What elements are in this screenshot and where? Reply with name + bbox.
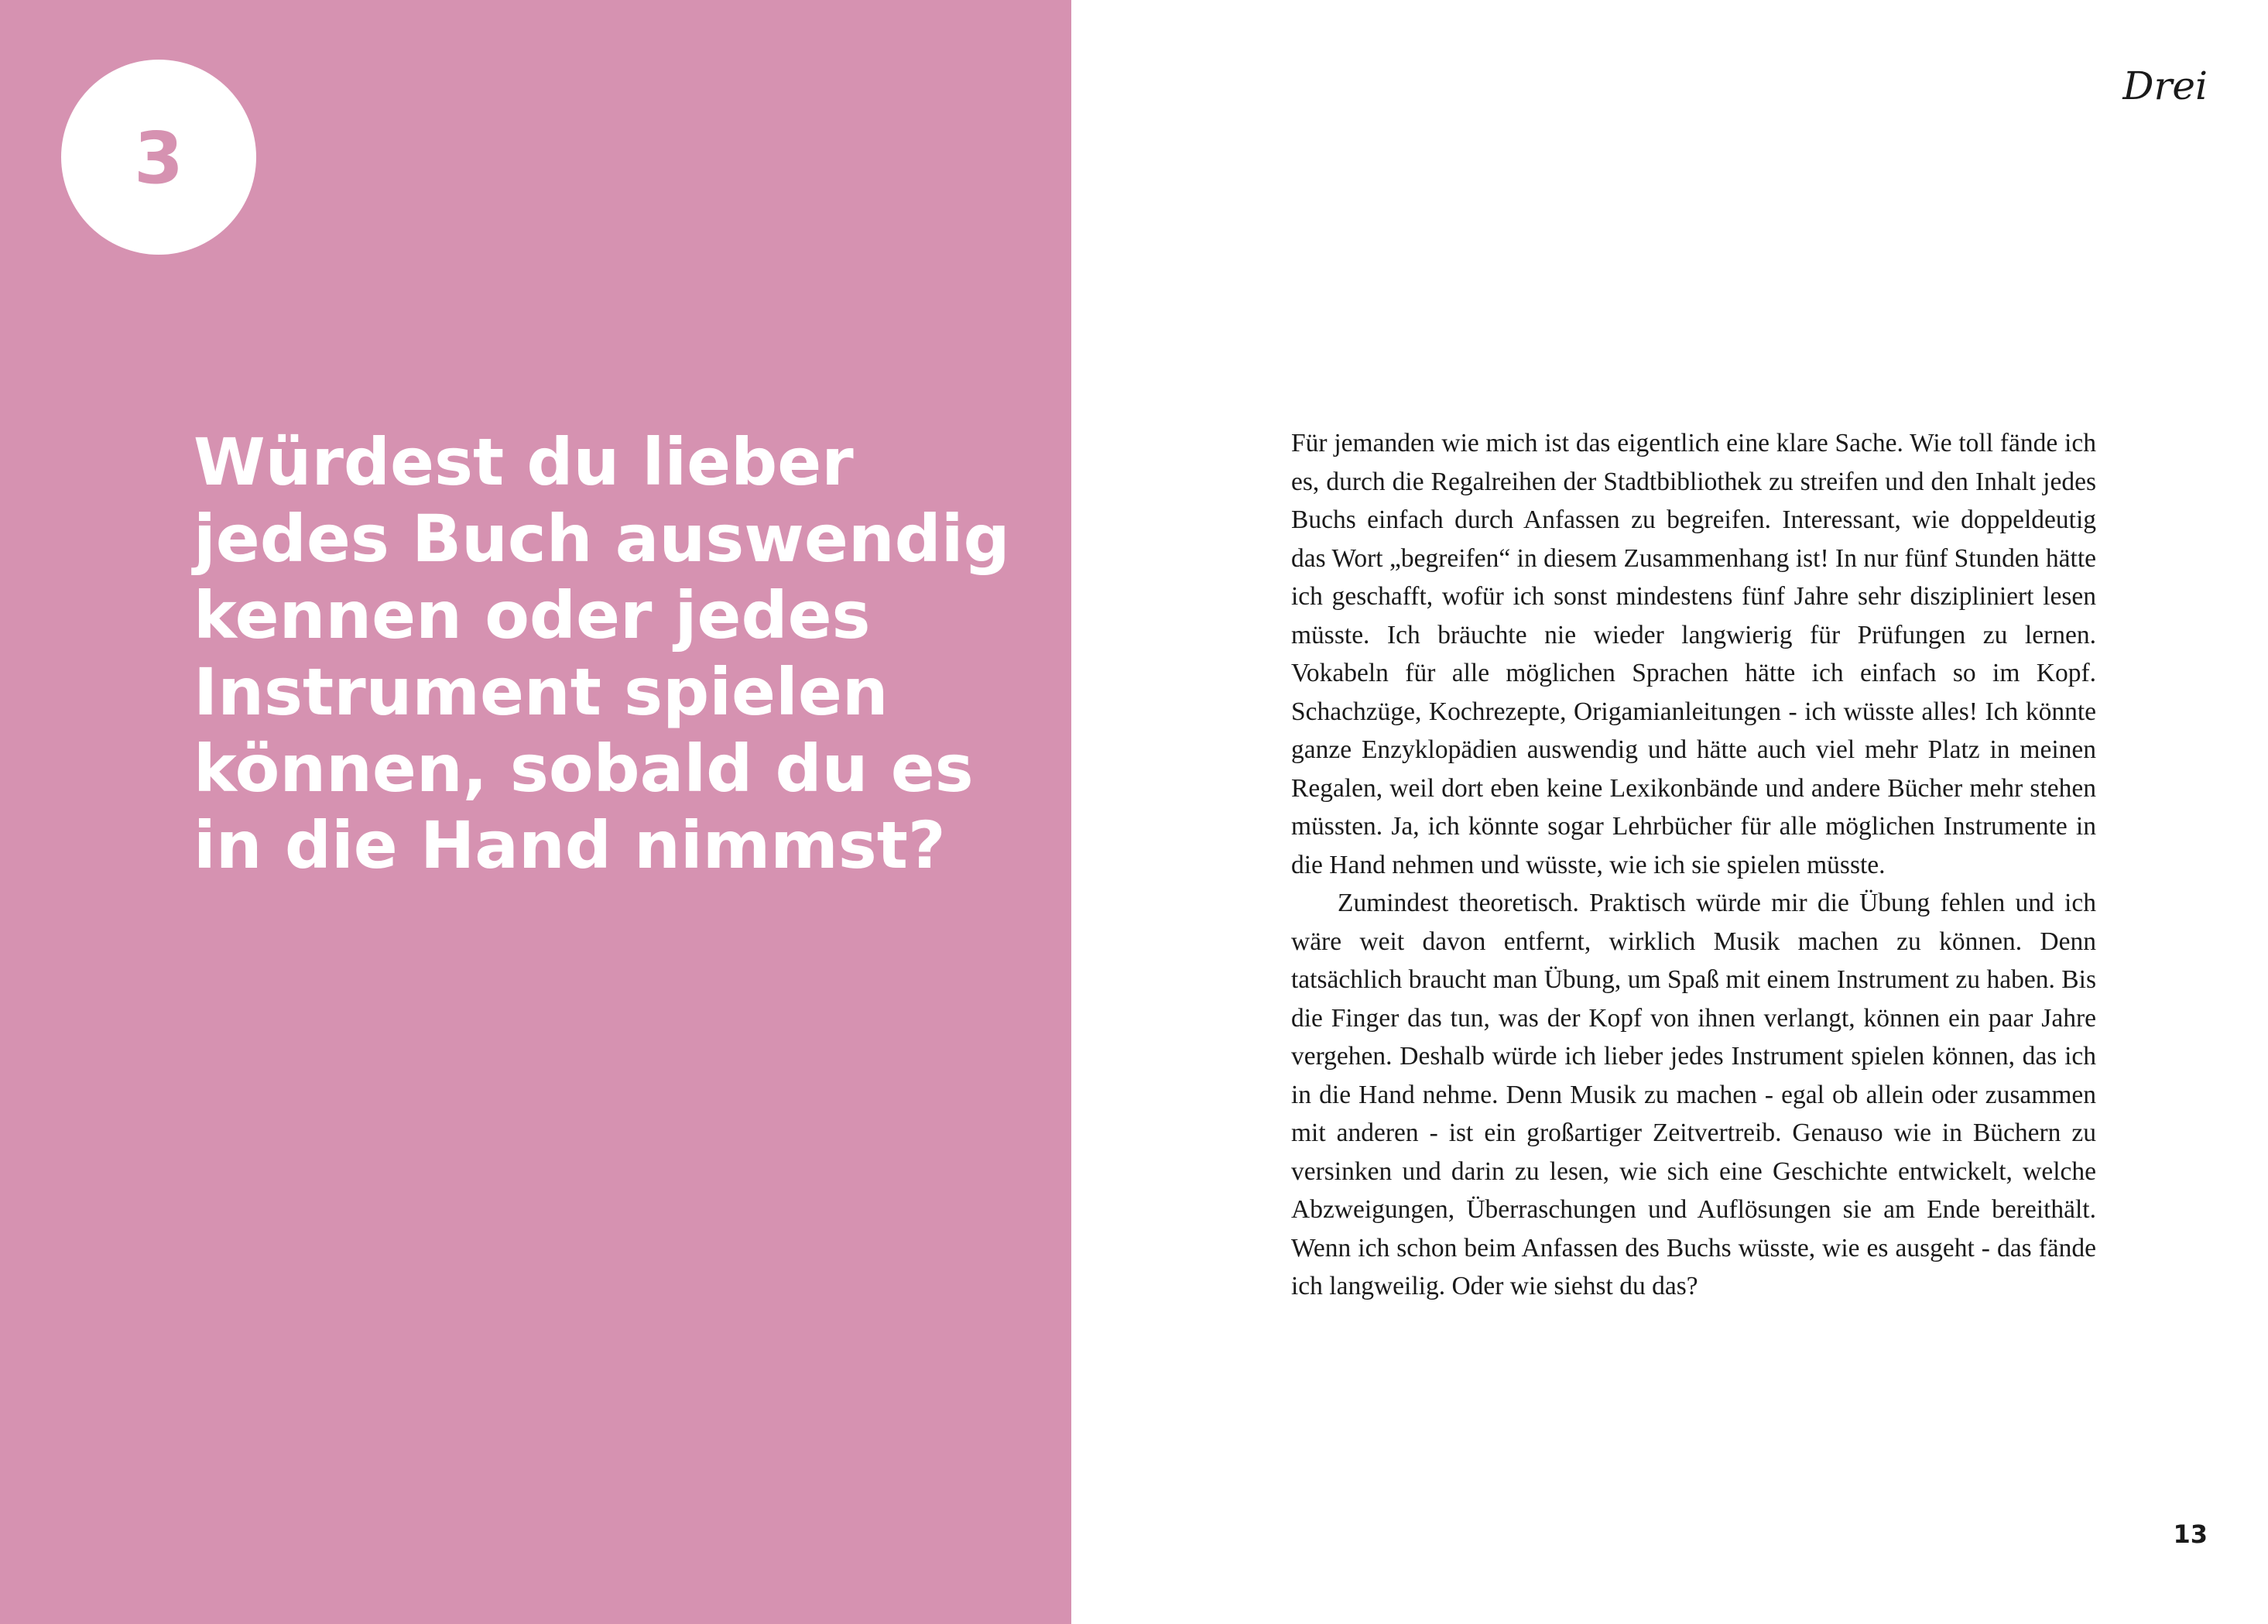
question-line: Instrument spielen	[194, 654, 889, 730]
question-line: jedes Buch auswendig	[194, 501, 1010, 577]
question-line: Würdest du lieber	[194, 424, 854, 500]
question-line: in die Hand nimmst?	[194, 807, 946, 883]
body-paragraph: Zumindest theoretisch. Praktisch würde mir die Übung fehlen und ich wäre weit davon entfernt, wirklich Musik machen zu können. Denn tatsächlich braucht man Übung, um Spaß mit einem Instrument zu haben. Bis die Finger das tun, was der Kopf von ihnen verlangt, können ein paar Jahre vergehen. Deshalb würde ich lieber jedes Instrument spielen können, das ich in die Hand nehme. Denn Musik zu machen - egal ob allein oder zusammen mit anderen - ist ein großartiger Zeitvertreib. Genauso wie in Büchern zu versinken und darin zu lesen, wie sich eine Geschichte entwickelt, welche Abzweigungen, Überraschungen und Auflösungen sie am Ende bereithält. Wenn ich schon beim Anfassen des Buchs wüsste, wie es ausgeht - das fände ich langweilig. Oder wie siehst du das?	[1291, 889, 2096, 1300]
page-number: 13	[2173, 1520, 2208, 1549]
chapter-number-circle	[61, 60, 256, 255]
question-line: kennen oder jedes	[194, 577, 871, 653]
question-line: können, sobald du es	[194, 731, 974, 807]
body-text	[1291, 424, 2096, 1306]
running-head: Drei	[2122, 63, 2208, 108]
body-paragraph: Für jemanden wie mich ist das eigentlich eine klare Sache. Wie toll fände ich es, durch die Regalreihen der Stadtbibliothek zu streifen und den Inhalt jedes Buchs einfach durch Anfassen zu begreifen. Interessant, wie doppeldeutig das Wort „begreifen“ in diesem Zusammenhang ist! In nur fünf Stunden hätte ich geschafft, wofür ich sonst mindestens fünf Jahre sehr diszipliniert lesen müsste. Ich bräuchte nie wieder langwierig für Prüfungen zu lernen. Vokabeln für alle möglichen Sprachen hätte ich einfach so im Kopf. Schachzüge, Kochrezepte, Origamianleitungen - ich wüsste alles! Ich könnte ganze Enzyklopädien auswendig und hätte auch viel mehr Platz in meinen Regalen, weil dort eben keine Lexikonbände und andere Bücher mehr stehen müssten. Ja, ich könnte sogar Lehrbücher für alle möglichen Instrumente in die Hand nehmen und wüsste, wie ich sie spielen müsste.	[1291, 429, 2096, 879]
left-page-panel	[0, 0, 1071, 1624]
chapter-question-heading	[194, 424, 1053, 884]
chapter-number: 3	[133, 117, 183, 200]
